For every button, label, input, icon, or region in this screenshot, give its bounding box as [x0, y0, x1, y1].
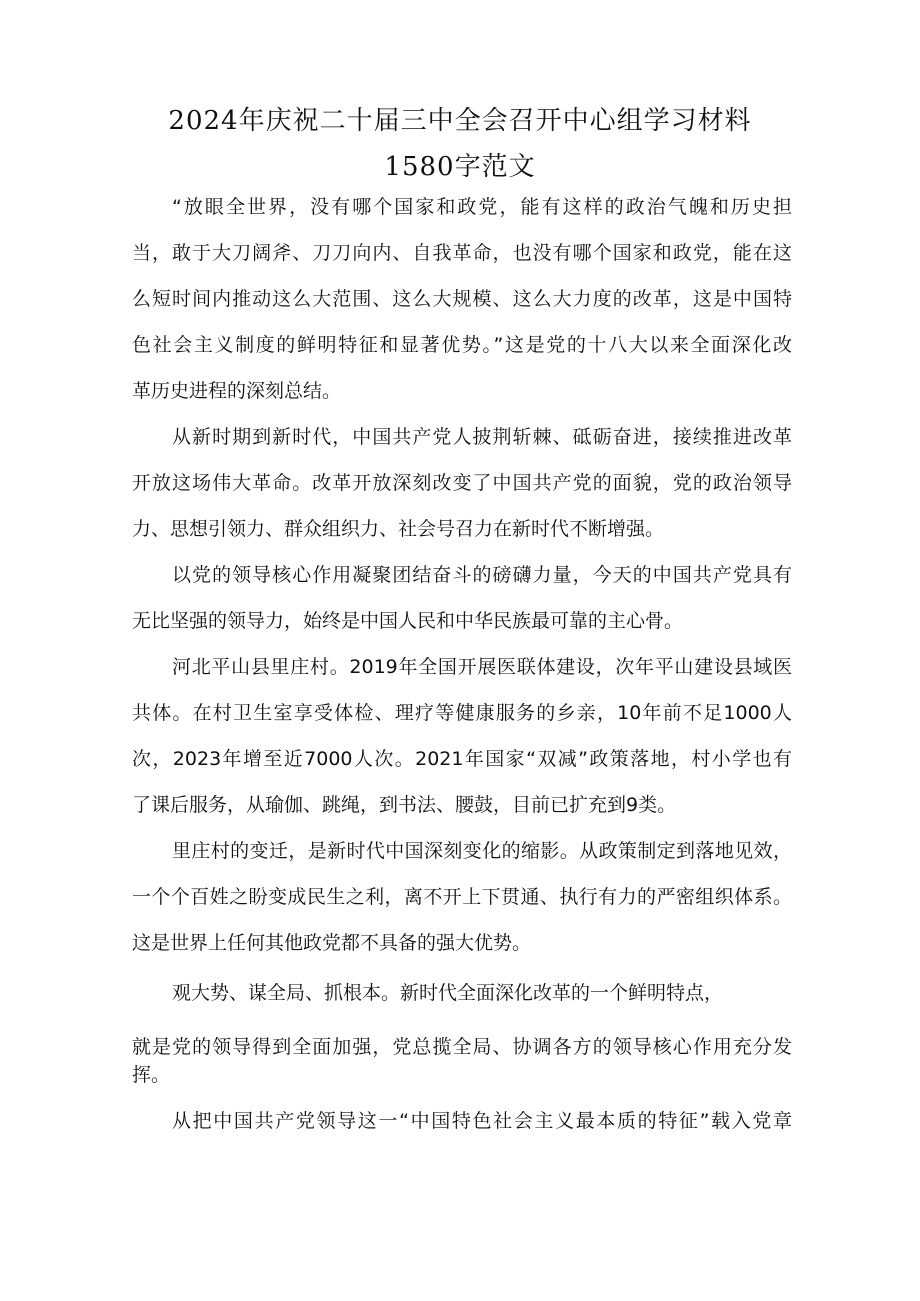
- paragraph-line: 从新时期到新时代，中国共产党人披荆斩棘、砥砺奋进，接续推进改革: [172, 426, 792, 448]
- paragraph-line: 这是世界上任何其他政党都不具备的强大优势。: [132, 932, 532, 954]
- paragraph-line: 次，2023年增至近7000人次。2021年国家“双减”政策落地，村小学也有: [132, 748, 792, 770]
- paragraph-line: 开放这场伟大革命。改革开放深刻改变了中国共产党的面貌，党的政治领导: [132, 472, 792, 494]
- paragraph-line: 观大势、谋全局、抓根本。新时代全面深化改革的一个鲜明特点，: [172, 982, 724, 1004]
- paragraph-line: 共体。在村卫生室享受体检、理疗等健康服务的乡亲，10年前不足1000人: [132, 702, 792, 724]
- paragraph-line: 当，敢于大刀阔斧、刀刀向内、自我革命，也没有哪个国家和政党，能在这: [132, 242, 792, 264]
- paragraph-line: 以党的领导核心作用凝聚团结奋斗的磅礴力量，今天的中国共产党具有: [172, 564, 792, 586]
- document-title-line-1: 2024年庆祝二十届三中全会召开中心组学习材料: [168, 106, 752, 136]
- paragraph-line: 色社会主义制度的鲜明特征和显著优势。”这是党的十八大以来全面深化改: [132, 334, 792, 356]
- paragraph-line: 力、思想引领力、群众组织力、社会号召力在新时代不断增强。: [132, 518, 665, 540]
- document-title-line-2: 1580字范文: [384, 152, 536, 182]
- paragraph-line: 里庄村的变迁，是新时代中国深刻变化的缩影。从政策制定到落地见效，: [172, 840, 792, 862]
- paragraph-line: 就是党的领导得到全面加强，党总揽全局、协调各方的领导核心作用充分发: [132, 1036, 792, 1058]
- paragraph-line: “放眼全世界，没有哪个国家和政党，能有这样的政治气魄和历史担: [172, 196, 792, 218]
- paragraph-line: 从把中国共产党领导这一“中国特色社会主义最本质的特征”载入党章: [172, 1110, 792, 1132]
- paragraph-line: 一个个百姓之盼变成民生之利，离不开上下贯通、执行有力的严密组织体系。: [132, 886, 792, 908]
- paragraph-line: 么短时间内推动这么大范围、这么大规模、这么大力度的改革，这是中国特: [132, 288, 792, 310]
- paragraph-line: 了课后服务，从瑜伽、跳绳，到书法、腰鼓，目前已扩充到9类。: [132, 794, 677, 816]
- paragraph-line: 挥。: [132, 1064, 171, 1086]
- paragraph-line: 河北平山县里庄村。2019年全国开展医联体建设，次年平山建设县域医: [172, 656, 792, 678]
- paragraph-line: 革历史进程的深刻总结。: [132, 380, 342, 402]
- paragraph-line: 无比坚强的领导力，始终是中国人民和中华民族最可靠的主心骨。: [132, 610, 684, 632]
